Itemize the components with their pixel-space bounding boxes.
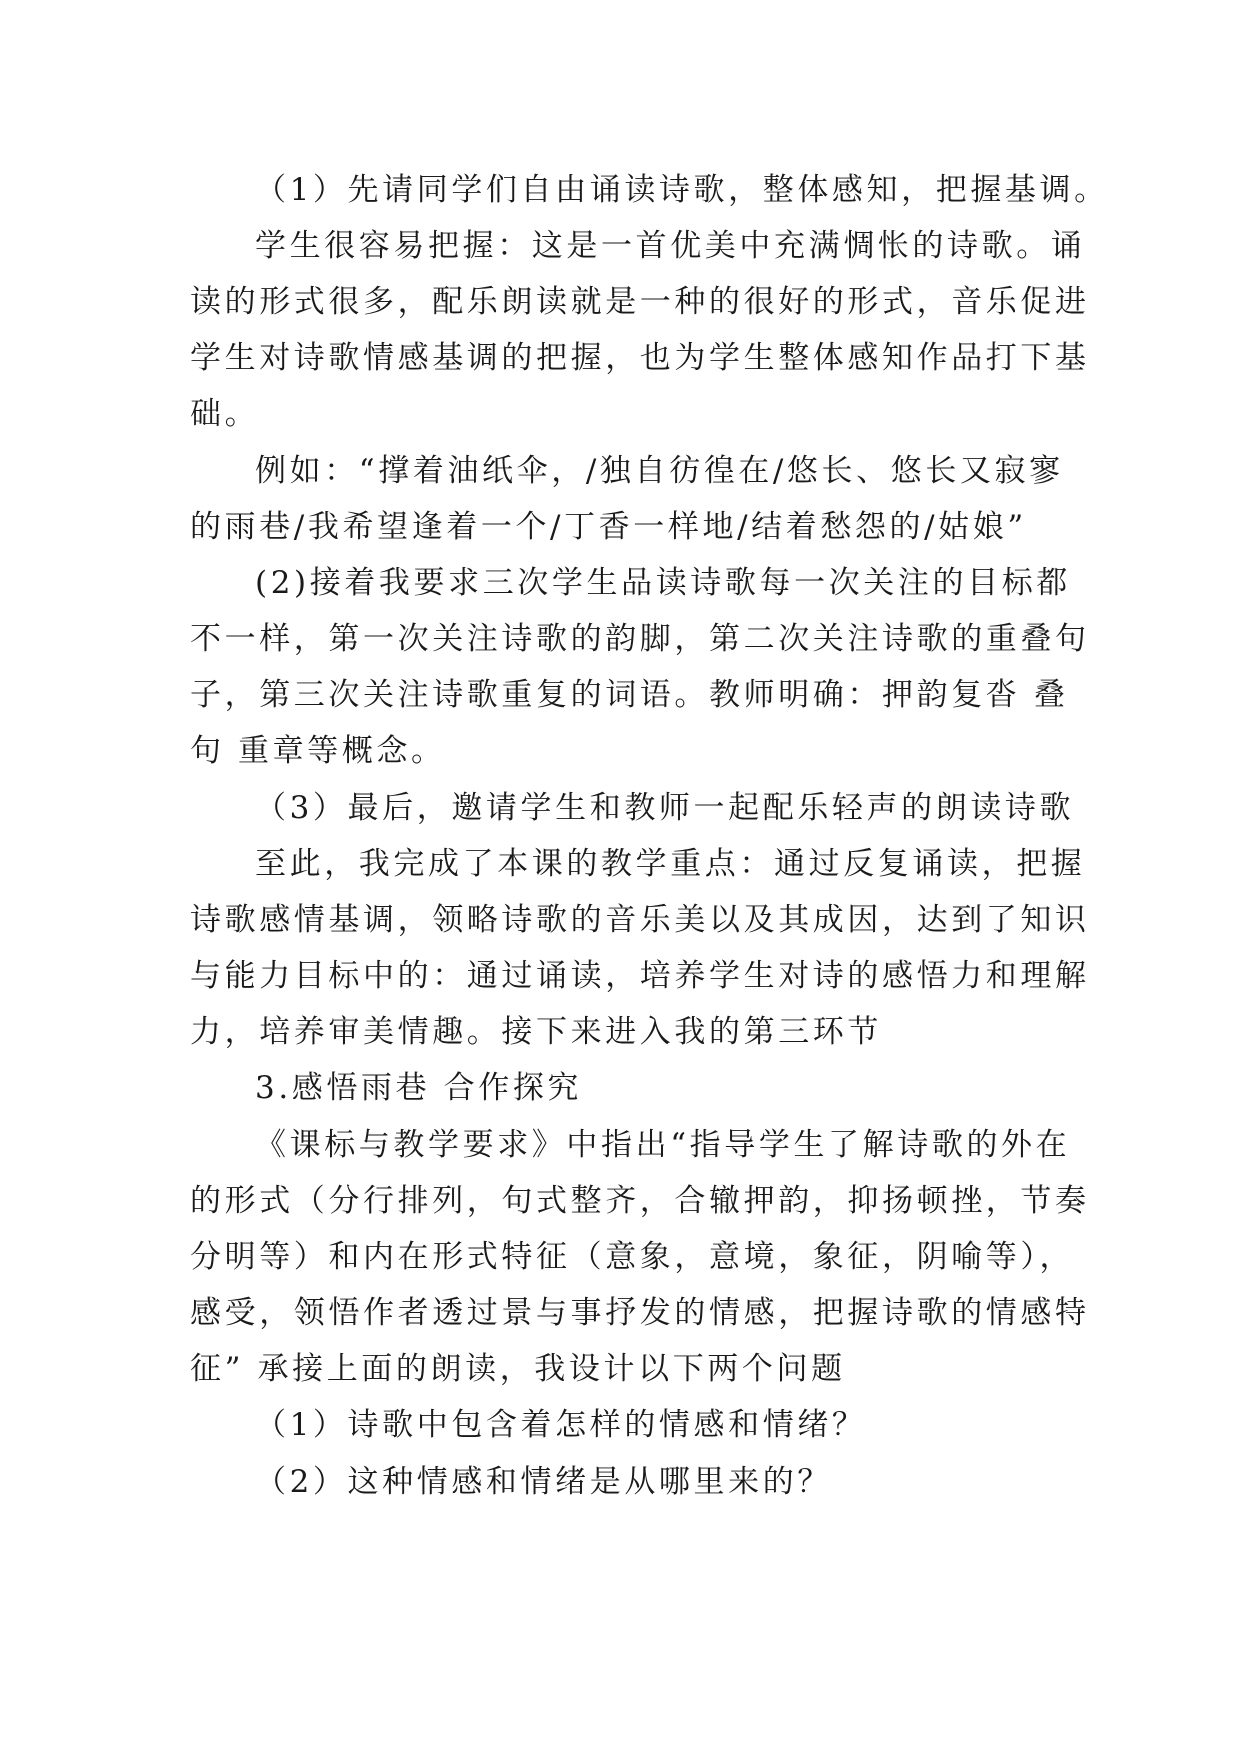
text-line: 础。	[190, 396, 260, 432]
text-line: 与能力目标中的：通过诵读，培养学生对诗的感悟力和理解	[190, 958, 1090, 994]
text-line: 分明等）和内在形式特征（意象，意境，象征，阴喻等），	[190, 1239, 1075, 1275]
text-line: 学生很容易把握：这是一首优美中充满惆怅的诗歌。诵	[255, 228, 1086, 264]
text-line: 《课标与教学要求》中指出“指导学生了解诗歌的外在	[255, 1127, 1071, 1163]
text-line: (2)接着我要求三次学生品读诗歌每一次关注的目标都	[255, 565, 1071, 601]
text-line: 诗歌感情基调，领略诗歌的音乐美以及其成因，达到了知识	[190, 902, 1090, 938]
text-line: 学生对诗歌情感基调的把握，也为学生整体感知作品打下基	[190, 340, 1090, 376]
text-line: 的形式（分行排列，句式整齐，合辙押韵，抑扬顿挫，节奏	[190, 1183, 1090, 1219]
text-line: 力，培养审美情趣。接下来进入我的第三环节	[190, 1014, 882, 1050]
text-line: 不一样，第一次关注诗歌的韵脚，第二次关注诗歌的重叠句	[190, 621, 1090, 657]
text-line: 读的形式很多，配乐朗读就是一种的很好的形式，音乐促进	[190, 284, 1090, 320]
text-line: 句 重章等概念。	[190, 733, 446, 769]
text-line: 子，第三次关注诗歌重复的词语。教师明确：押韵复沓 叠	[190, 677, 1069, 713]
section-heading: 3.感悟雨巷 合作探究	[255, 1070, 583, 1106]
text-line: 的雨巷/我希望逢着一个/丁香一样地/结着愁怨的/姑娘”	[190, 509, 1027, 545]
text-line: 征” 承接上面的朗读，我设计以下两个问题	[190, 1351, 846, 1387]
text-line: 例如：“撑着油纸伞，/独自彷徨在/悠长、悠长又寂寥	[255, 453, 1064, 489]
text-line: 感受，领悟作者透过景与事抒发的情感，把握诗歌的情感特	[190, 1295, 1090, 1331]
text-line: 至此，我完成了本课的教学重点：通过反复诵读，把握	[255, 846, 1086, 882]
question-item: （1）诗歌中包含着怎样的情感和情绪？	[255, 1407, 867, 1443]
question-item: （2）这种情感和情绪是从哪里来的？	[255, 1464, 832, 1500]
text-line: （1）先请同学们自由诵读诗歌，整体感知，把握基调。	[255, 172, 1109, 208]
text-line: （3）最后，邀请学生和教师一起配乐轻声的朗读诗歌	[255, 790, 1075, 826]
